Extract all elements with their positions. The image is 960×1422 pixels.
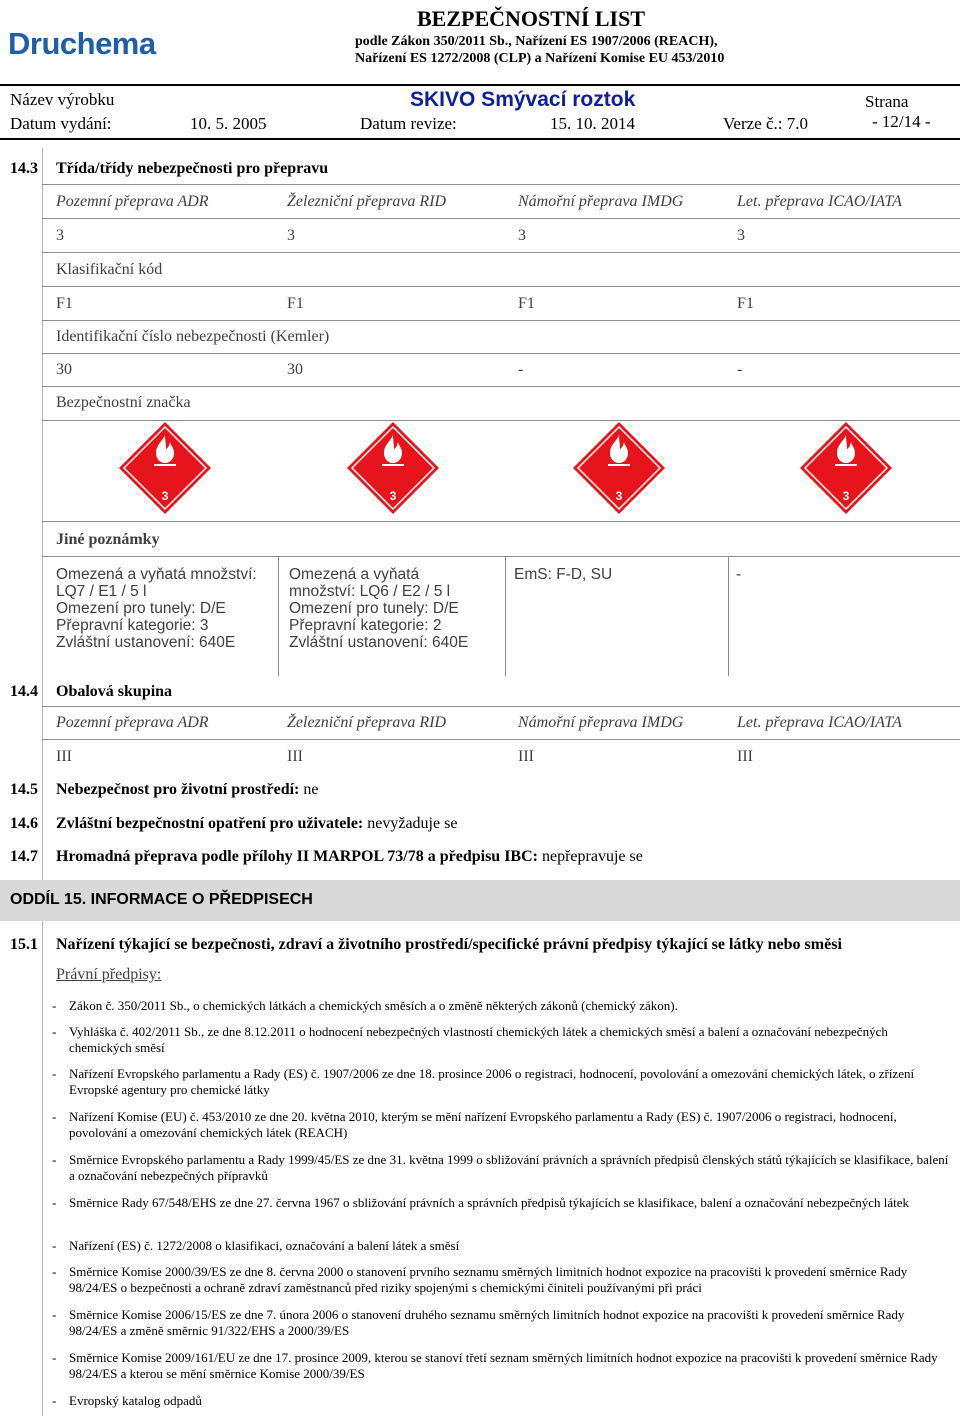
kemler-imdg: - [518,361,524,378]
product-name: SKIVO Smývací roztok [410,88,636,111]
bullet-dash: - [52,1152,57,1167]
section-value-14-7: nepřepravuje se [541,848,643,865]
note-adr-line: Omezená a vyňatá množství: [56,566,257,583]
regulation-text: Nařízení Komise (EU) č. 453/2010 ze dne 20. května 2010, kterým se mění nařízení Evropského parlamentu a Rady (ES) č. 1907/2006 o registraci, hodnocení, povolování a omezování chemických látek (REACH) [69,1109,897,1140]
bullet-dash: - [52,1109,57,1124]
classification-code-label: Klasifikační kód [56,261,163,278]
section-title-14-5: Nebezpečnost pro životní prostředí: [56,781,300,798]
section-number-14-7: 14.7 [10,848,38,865]
bullet-dash: - [52,1307,57,1322]
rule [42,739,960,740]
class-code-icao: F1 [737,295,754,312]
regulation-line-2: Nařízení ES 1272/2008 (CLP) a Nařízení Komise EU 453/2010 [355,51,725,66]
mode-adr: Pozemní přeprava ADR [56,193,209,210]
rule [42,184,960,185]
section-title-14-6: Zvláštní bezpečnostní opatření pro uživatele: [56,815,364,832]
flammable-label-imdg [572,421,666,515]
kemler-label: Identifikační číslo nebezpečnosti (Kemler) [56,328,330,345]
section-number-14-6: 14.6 [10,815,38,832]
section-title-14-7: Hromadná přeprava podle přílohy II MARPOL 73/78 a předpisu IBC: [56,848,538,865]
rule [42,218,960,219]
regulation-text: Směrnice Komise 2000/39/ES ze dne 8. června 2000 o stanovení prvního seznamu směrných limitních hodnot expozice na pracovišti k provedení směrnice Rady 98/24/ES o bezpečnosti a ochraně zdraví zaměstnanců před riziky spojenými s chemickými činiteli používanými při práci [69,1264,908,1295]
regulation-line-1: podle Zákon 350/2011 Sb., Nařízení ES 1907/2006 (REACH), [355,34,718,49]
logo-text: Druchema [8,26,156,61]
rule [42,386,960,387]
label-class-number: 3 [842,489,850,503]
document-title: BEZPEČNOSTNÍ LIST [417,6,646,31]
note-icao: - [736,566,742,583]
mode-icao: Let. přeprava ICAO/IATA [737,193,902,210]
mode-rid: Železniční přeprava RID [287,193,447,210]
header-rule-top [0,84,960,86]
rule [42,353,960,354]
note-adr-line: LQ7 / E1 / 5 l [56,583,147,600]
regulation-text: Evropský katalog odpadů [69,1393,202,1408]
revision-date-label: Datum revize: [360,114,457,133]
note-adr-line: Přepravní kategorie: 3 [56,617,209,634]
legal-regulations-label: Právní předpisy: [56,966,162,983]
rule [42,286,960,287]
note-adr-line: Omezení pro tunely: D/E [56,600,226,617]
section-title-15-1: Nařízení týkající se bezpečnosti, zdraví a životního prostředí/specifické právní předpisy týkající se látky nebo směsi [56,936,842,953]
packing-group-rid: III [287,748,303,765]
page-number: - 12/14 - [872,112,931,131]
label-class-number: 3 [615,489,623,503]
section-value-14-5: ne [303,781,319,798]
regulation-text: Směrnice Rady 67/548/EHS ze dne 27. června 1967 o sbližování právních a správních předpisů týkajících se klasifikace, balení a označování nebezpečných látek [69,1195,910,1210]
flammable-label-rid [346,421,440,515]
section-number-14-3: 14.3 [10,160,38,177]
page-label: Strana [865,92,909,111]
regulation-text: Směrnice Komise 2009/161/EU ze dne 17. prosince 2009, kterou se stanoví třetí seznam směrných limitních hodnot expozice na pracovišti k provedení směrnice Rady 98/24/ES a kterou se mění směrnice Komise 2000/39/ES [69,1350,938,1381]
pg-mode-adr: Pozemní přeprava ADR [56,714,209,731]
packing-group-icao: III [737,748,753,765]
note-imdg: EmS: F-D, SU [514,566,613,583]
class-rid: 3 [287,227,295,244]
bullet-dash: - [52,1393,57,1408]
section-14-7 [56,848,643,866]
class-icao: 3 [737,227,745,244]
rule [42,706,960,707]
bullet-dash: - [52,1350,57,1365]
issue-date: 10. 5. 2005 [190,114,267,133]
product-name-label: Název výrobku [10,90,115,109]
section-15-title: ODDÍL 15. INFORMACE O PŘEDPISECH [10,891,313,908]
note-rid-line: Zvláštní ustanovení: 640E [289,634,469,651]
section-number-15-1: 15.1 [10,936,38,953]
pg-mode-rid: Železniční přeprava RID [287,714,447,731]
label-class-number: 3 [161,489,169,503]
note-adr-line: Zvláštní ustanovení: 640E [56,634,236,651]
rule [42,521,960,522]
regulation-text: Směrnice Komise 2006/15/ES ze dne 7. února 2006 o stanovení druhého seznamu směrných limitních hodnot expozice na pracovišti k provedení směrnice Rady 98/24/ES a změně směrnic 91/322/EHS a 2000/39/ES [69,1307,905,1338]
bullet-dash: - [52,998,57,1013]
note-rid-line: Omezená a vyňatá [289,566,420,583]
section-number-14-4: 14.4 [10,683,38,700]
class-imdg: 3 [518,227,526,244]
safety-sign-label: Bezpečnostní značka [56,394,191,411]
class-code-imdg: F1 [518,295,535,312]
bullet-dash: - [52,1024,57,1039]
other-notes-label: Jiné poznámky [56,531,160,548]
notes-col-divider [278,556,279,676]
section-14-5 [56,781,319,799]
section-title-14-4: Obalová skupina [56,683,173,700]
rule [42,556,960,557]
notes-col-divider [728,556,729,676]
kemler-rid: 30 [287,361,303,378]
bullet-dash: - [52,1238,57,1253]
section-value-14-6: nevyžaduje se [367,815,458,832]
regulation-text: Nařízení (ES) č. 1272/2008 o klasifikaci, označování a balení látek a směsí [69,1238,460,1253]
version: Verze č.: 7.0 [723,114,808,133]
kemler-icao: - [737,361,743,378]
regulation-text: Vyhláška č. 402/2011 Sb., ze dne 8.12.2011 o hodnocení nebezpečných vlastností chemických látek a chemických směsí a balení a označování nebezpečných chemických směsí [69,1024,888,1055]
pg-mode-icao: Let. přeprava ICAO/IATA [737,714,902,731]
bullet-dash: - [52,1195,57,1210]
packing-group-adr: III [56,748,72,765]
regulation-text: Nařízení Evropského parlamentu a Rady (ES) č. 1907/2006 ze dne 18. prosince 2006 o registraci, hodnocení, povolování a omezování chemických látek, o zřízení Evropské agentury pro chemické látky [69,1066,915,1097]
issue-date-label: Datum vydání: [10,114,112,133]
note-rid [289,566,468,651]
revision-date: 15. 10. 2014 [550,114,635,133]
flammable-label-icao [799,421,893,515]
class-adr: 3 [56,227,64,244]
section-14-6 [56,815,457,833]
section-title-14-3: Třída/třídy nebezpečnosti pro přepravu [56,160,329,177]
label-class-number: 3 [389,489,397,503]
class-code-rid: F1 [287,295,304,312]
section-number-14-5: 14.5 [10,781,38,798]
packing-group-imdg: III [518,748,534,765]
class-code-adr: F1 [56,295,73,312]
rule [42,252,960,253]
pg-mode-imdg: Námořní přeprava IMDG [518,714,684,731]
left-margin-rule [42,148,43,1416]
bullet-dash: - [52,1066,57,1081]
bullet-dash: - [52,1264,57,1279]
regulation-text: Směrnice Evropského parlamentu a Rady 1999/45/ES ze dne 31. května 1999 o sbližování právních a správních předpisů členských států týkajících se klasifikace, balení a označování nebezpečných přípravků [69,1152,949,1183]
mode-imdg: Námořní přeprava IMDG [518,193,684,210]
regulation-text: Zákon č. 350/2011 Sb., o chemických látkách a chemických směsích a o změně některých zákonů (chemický zákon). [69,998,678,1013]
rule [42,320,960,321]
note-rid-line: Omezení pro tunely: D/E [289,600,459,617]
kemler-adr: 30 [56,361,72,378]
flammable-label-adr [118,421,212,515]
header-rule-bottom [0,138,960,140]
notes-col-divider [505,556,506,676]
note-rid-line: množství: LQ6 / E2 / 5 l [289,583,451,600]
note-adr [56,566,257,651]
note-rid-line: Přepravní kategorie: 2 [289,617,442,634]
